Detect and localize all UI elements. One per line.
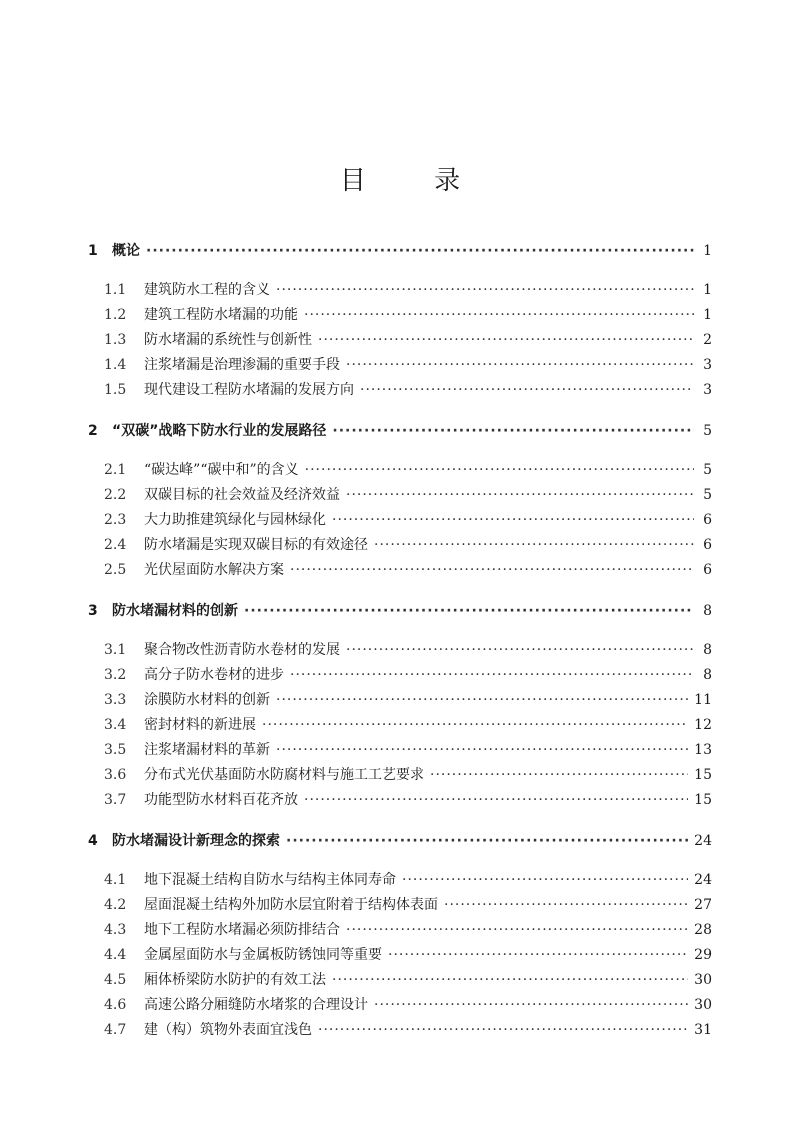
section-title: 金属屋面防水与金属板防锈蚀同等重要 xyxy=(144,947,382,963)
leader-dots xyxy=(305,462,694,478)
table-of-contents xyxy=(88,238,712,1044)
toc-chapter[interactable] xyxy=(88,420,712,445)
section-number: 4.3 xyxy=(104,922,127,938)
page-number: 8 xyxy=(703,603,712,619)
leader-dots xyxy=(374,997,688,1013)
section-number: 3.7 xyxy=(104,792,127,808)
section-title: 光伏屋面防水解决方案 xyxy=(144,562,284,578)
page-number: 24 xyxy=(694,872,712,888)
page-number: 5 xyxy=(703,462,712,478)
section-title: 屋面混凝土结构外加防水层宜附着于结构体表面 xyxy=(144,897,438,913)
page-number: 30 xyxy=(694,997,712,1013)
section-title: 现代建设工程防水堵漏的发展方向 xyxy=(144,382,354,398)
section-title: 高速公路分厢缝防水堵浆的合理设计 xyxy=(144,997,368,1013)
section-number: 2.4 xyxy=(104,537,127,553)
page-number: 30 xyxy=(694,972,712,988)
toc-section[interactable] xyxy=(88,279,712,304)
section-number: 1.4 xyxy=(104,357,127,373)
section-title: 厢体桥梁防水防护的有效工法 xyxy=(144,972,326,988)
leader-dots xyxy=(360,382,694,398)
toc-section[interactable] xyxy=(88,969,712,994)
page-number: 15 xyxy=(694,767,712,783)
leader-dots xyxy=(318,332,694,348)
section-number: 3.3 xyxy=(104,692,127,708)
page-number: 1 xyxy=(703,282,712,298)
page-number: 3 xyxy=(703,357,712,373)
leader-dots xyxy=(346,642,694,658)
section-title: 地下工程防水堵漏必须防排结合 xyxy=(144,922,340,938)
section-title: 建筑工程防水堵漏的功能 xyxy=(144,307,298,323)
toc-section[interactable] xyxy=(88,789,712,814)
page-number: 6 xyxy=(703,537,712,553)
page-number: 31 xyxy=(694,1022,712,1038)
section-number: 2.2 xyxy=(104,487,127,503)
page-title xyxy=(0,160,800,197)
chapter-title: 概论 xyxy=(112,243,140,259)
page-number: 8 xyxy=(703,667,712,683)
leader-dots xyxy=(332,972,688,988)
section-number: 3.1 xyxy=(104,642,127,658)
page-number: 3 xyxy=(703,382,712,398)
leader-dots xyxy=(290,562,694,578)
toc-section[interactable] xyxy=(88,304,712,329)
page-number: 12 xyxy=(694,717,712,733)
section-title: 注浆堵漏材料的革新 xyxy=(144,742,270,758)
section-number: 1.5 xyxy=(104,382,127,398)
leader-dots xyxy=(146,243,694,259)
section-number: 2.3 xyxy=(104,512,127,528)
leader-dots xyxy=(374,537,694,553)
page-number: 24 xyxy=(694,833,712,849)
toc-section[interactable] xyxy=(88,459,712,484)
page-number: 29 xyxy=(694,947,712,963)
section-title: 功能型防水材料百花齐放 xyxy=(144,792,298,808)
section-title: 建筑防水工程的含义 xyxy=(144,282,270,298)
section-number: 2.5 xyxy=(104,562,127,578)
leader-dots xyxy=(276,692,688,708)
chapter-number: 2 xyxy=(88,423,98,439)
toc-section[interactable] xyxy=(88,354,712,379)
section-number: 3.2 xyxy=(104,667,127,683)
section-number: 1.1 xyxy=(104,282,127,298)
leader-dots xyxy=(430,767,688,783)
chapter-title: 防水堵漏设计新理念的探索 xyxy=(112,833,280,849)
leader-dots xyxy=(276,282,694,298)
toc-section[interactable] xyxy=(88,714,712,739)
leader-dots xyxy=(304,307,694,323)
chapter-title: 防水堵漏材料的创新 xyxy=(112,603,238,619)
section-number: 1.3 xyxy=(104,332,127,348)
toc-section[interactable] xyxy=(88,944,712,969)
section-title: 聚合物改性沥青防水卷材的发展 xyxy=(144,642,340,658)
toc-section[interactable] xyxy=(88,329,712,354)
title-char: 目 xyxy=(339,166,366,196)
chapter-number: 1 xyxy=(88,243,98,259)
section-number: 3.4 xyxy=(104,717,127,733)
leader-dots xyxy=(304,792,688,808)
page-number: 5 xyxy=(703,423,712,439)
section-number: 3.5 xyxy=(104,742,127,758)
section-title: 大力助推建筑绿化与园林绿化 xyxy=(144,512,326,528)
page-number: 2 xyxy=(703,332,712,348)
leader-dots xyxy=(318,1022,688,1038)
leader-dots xyxy=(332,423,694,439)
page-number: 27 xyxy=(694,897,712,913)
leader-dots xyxy=(388,947,688,963)
leader-dots xyxy=(346,922,688,938)
section-title: 注浆堵漏是治理渗漏的重要手段 xyxy=(144,357,340,373)
toc-section[interactable] xyxy=(88,994,712,1019)
section-number: 4.5 xyxy=(104,972,127,988)
page-number: 28 xyxy=(694,922,712,938)
leader-dots xyxy=(346,487,694,503)
toc-section[interactable] xyxy=(88,689,712,714)
section-number: 3.6 xyxy=(104,767,127,783)
page-number: 1 xyxy=(703,243,712,259)
section-number: 4.2 xyxy=(104,897,127,913)
toc-section[interactable] xyxy=(88,559,712,584)
section-title: 建（构）筑物外表面宜浅色 xyxy=(144,1022,312,1038)
toc-section[interactable] xyxy=(88,1019,712,1044)
chapter-number: 3 xyxy=(88,603,98,619)
section-title: 密封材料的新进展 xyxy=(144,717,256,733)
section-number: 4.4 xyxy=(104,947,127,963)
section-title: 防水堵漏是实现双碳目标的有效途径 xyxy=(144,537,368,553)
chapter-number: 4 xyxy=(88,833,98,849)
toc-section[interactable] xyxy=(88,509,712,534)
leader-dots xyxy=(346,357,694,373)
leader-dots xyxy=(262,717,688,733)
toc-section[interactable] xyxy=(88,639,712,664)
section-number: 2.1 xyxy=(104,462,127,478)
leader-dots xyxy=(402,872,688,888)
chapter-title: “双碳”战略下防水行业的发展路径 xyxy=(112,423,327,439)
page-number: 8 xyxy=(703,642,712,658)
title-char: 录 xyxy=(434,166,461,196)
section-number: 4.7 xyxy=(104,1022,127,1038)
toc-section[interactable] xyxy=(88,919,712,944)
section-title: 防水堵漏的系统性与创新性 xyxy=(144,332,312,348)
leader-dots xyxy=(244,603,694,619)
page-number: 13 xyxy=(694,742,712,758)
toc-chapter[interactable] xyxy=(88,600,712,625)
section-title: 分布式光伏基面防水防腐材料与施工工艺要求 xyxy=(144,767,424,783)
page-number: 15 xyxy=(694,792,712,808)
section-number: 4.6 xyxy=(104,997,127,1013)
toc-section[interactable] xyxy=(88,379,712,404)
page-number: 11 xyxy=(694,692,712,708)
toc-section[interactable] xyxy=(88,894,712,919)
leader-dots xyxy=(290,667,694,683)
section-title: 涂膜防水材料的创新 xyxy=(144,692,270,708)
toc-section[interactable] xyxy=(88,534,712,559)
section-title: 地下混凝土结构自防水与结构主体同寿命 xyxy=(144,872,396,888)
leader-dots xyxy=(444,897,688,913)
section-title: 双碳目标的社会效益及经济效益 xyxy=(144,487,340,503)
toc-section[interactable] xyxy=(88,739,712,764)
toc-section[interactable] xyxy=(88,764,712,789)
page-number: 1 xyxy=(703,307,712,323)
leader-dots xyxy=(276,742,688,758)
toc-chapter[interactable] xyxy=(88,240,712,265)
page-number: 5 xyxy=(703,487,712,503)
page-number: 6 xyxy=(703,512,712,528)
leader-dots xyxy=(286,833,688,849)
toc-chapter[interactable] xyxy=(88,830,712,855)
section-title: 高分子防水卷材的进步 xyxy=(144,667,284,683)
section-number: 1.2 xyxy=(104,307,127,323)
toc-section[interactable] xyxy=(88,869,712,894)
toc-section[interactable] xyxy=(88,664,712,689)
leader-dots xyxy=(332,512,694,528)
toc-section[interactable] xyxy=(88,484,712,509)
page-number: 6 xyxy=(703,562,712,578)
section-number: 4.1 xyxy=(104,872,127,888)
section-title: “碳达峰”“碳中和”的含义 xyxy=(144,462,299,478)
